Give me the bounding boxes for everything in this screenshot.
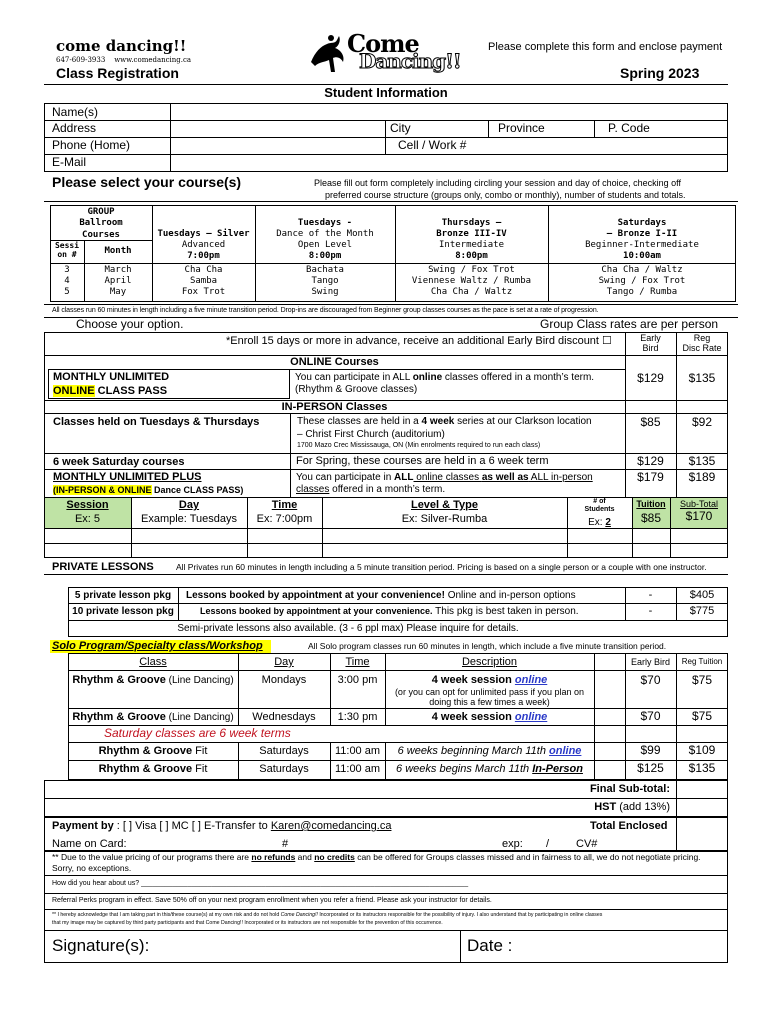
refund-policy: ** Due to the value pricing of our programs there are no refunds and no credits can be offered for Groups classes missed and in fairness to all, we do not negotiate pricing.	[52, 852, 701, 862]
form-title: Class Registration	[56, 65, 179, 81]
early-bird-note[interactable]: *Enroll 15 days or more in advance, receive an additional Early Bird discount ☐	[226, 335, 612, 347]
subtotal-example: $170	[685, 509, 713, 523]
session-number[interactable]: 3	[64, 265, 70, 275]
session-number[interactable]: 5	[64, 287, 70, 297]
postal-code-label: P. Code	[608, 121, 650, 135]
cvv-label[interactable]: CV#	[576, 838, 598, 850]
student-info-title: Student Information	[324, 85, 448, 100]
five-private-reg: $405	[689, 589, 715, 601]
unlimited-plus-sub: (IN-PERSON & ONLINE Dance CLASS PASS)	[53, 485, 244, 495]
session-col-header: Session	[66, 499, 109, 511]
solo-row-desc: 4 week session online	[431, 711, 548, 723]
students-example: Ex: 2	[588, 517, 611, 528]
phone-input[interactable]	[172, 138, 384, 153]
session-month: March	[104, 265, 132, 275]
ten-private-label[interactable]: 10 private lesson pkg	[72, 606, 174, 617]
solo-row-class[interactable]: Rhythm & Groove (Line Dancing)	[72, 674, 234, 686]
month-header: Month	[104, 246, 132, 256]
solo-row-desc: 4 week session online	[431, 674, 548, 686]
in-person-reg-price: $92	[691, 415, 713, 429]
session-month: April	[104, 276, 132, 286]
waiver-line-1: ** I hereby acknowledge that I am taking part in this/these course(s) at my own risk and do not hold Come Dancing!! Incorporated or its instructors responsible for the possibility of injury. I also understand that by participating in online classes	[52, 912, 603, 918]
online-early-price: $129	[637, 371, 664, 385]
online-class-pass-label: ONLINE CLASS PASS	[53, 385, 168, 397]
five-private-early: -	[648, 589, 653, 601]
in-person-early-price: $85	[640, 415, 661, 429]
semi-private-note: Semi-private lessons also available. (3 - 6 ppl max) Please inquire for details.	[177, 623, 519, 634]
students-col-header: # of Students	[584, 498, 615, 513]
solo-row-time: 11:00 am	[334, 745, 381, 757]
private-lessons-note: All Privates run 60 minutes in length including a 5 minute transition period. Pricing is based on a single person or a couple with one instructor.	[176, 562, 707, 572]
course-entry-row-2[interactable]	[45, 544, 727, 557]
session-number[interactable]: 4	[64, 276, 70, 286]
brand-contact	[56, 56, 191, 64]
brand-website: www.comedancing.ca	[114, 56, 192, 64]
session-months	[84, 265, 152, 298]
time-col-header: Time	[271, 499, 298, 511]
online-desc: You can participate in ALL online classes offered in a month’s term.	[295, 372, 595, 383]
ten-private-reg: $775	[689, 605, 715, 617]
solo-row-time: 3:00 pm	[337, 674, 378, 686]
solo-program-note: All Solo program classes run 60 minutes in length, which include a five minute transition period.	[308, 641, 667, 651]
waiver-line-2: that my image may be captured by third party participants and that Come Dancing!! Incorporated or its instructors are not responsible for the prevention of this occurrence.	[52, 920, 443, 926]
solo-row-time: 1:30 pm	[337, 711, 378, 723]
course-column-saturday[interactable]: Saturdays – Bronze I-II Beginner-Intermediate 10:00am	[585, 218, 699, 261]
city-label: City	[390, 121, 411, 135]
solo-class-header: Class	[139, 656, 167, 668]
course-dances-saturday: Cha Cha / Waltz Swing / Fox Trot Tango / Rumba	[598, 265, 686, 297]
expiry-separator: /	[546, 838, 550, 850]
online-courses-header: ONLINE Courses	[290, 356, 379, 368]
private-lessons-title: PRIVATE LESSONS	[52, 561, 154, 573]
phone-label: Phone (Home)	[52, 138, 131, 152]
solo-row-day: Mondays	[261, 674, 307, 686]
day-example: Example: Tuesdays	[141, 513, 237, 525]
solo-day-header: Day	[274, 656, 294, 668]
season-label: Spring 2023	[620, 65, 700, 81]
session-example: Ex: 5	[74, 513, 101, 525]
hst-label: HST (add 13%)	[594, 801, 670, 813]
course-column-tuesday-dotm[interactable]: Tuesdays - Dance of the Month Open Level 8:00pm	[276, 218, 374, 261]
group-courses-label: GROUP Ballroom Courses	[79, 207, 123, 240]
solo-row-class[interactable]: Rhythm & Groove Fit	[98, 745, 208, 757]
ten-private-early: -	[648, 605, 653, 617]
instruction-text: Please complete this form and enclose payment	[488, 41, 723, 53]
expiry-label[interactable]: exp:	[502, 838, 523, 850]
online-desc-2: (Rhythm & Groove classes)	[295, 384, 418, 395]
solo-row-class[interactable]: Rhythm & Groove Fit	[98, 763, 208, 775]
name-label: Name(s)	[52, 105, 99, 119]
day-col-header: Day	[178, 499, 200, 511]
card-number-label[interactable]: #	[282, 838, 289, 850]
tuition-col-header: Tuition	[636, 499, 666, 509]
final-subtotal-label: Final Sub-total:	[589, 783, 670, 795]
solo-row-reg: $109	[688, 743, 716, 757]
session-numbers	[50, 265, 84, 298]
solo-row-early: $70	[640, 709, 661, 723]
address-input[interactable]	[172, 121, 384, 136]
solo-desc-header: Description	[461, 656, 518, 668]
group-rates-label: Group Class rates are per person	[540, 317, 719, 331]
brand-phone: 647-609-3933	[56, 56, 106, 64]
solo-time-header: Time	[345, 656, 370, 668]
solo-row-day: Saturdays	[259, 745, 309, 757]
dancer-couple-icon	[305, 32, 351, 76]
solo-row-reg: $135	[688, 761, 716, 775]
reg-rate-header: Reg Disc Rate	[682, 333, 722, 353]
total-enclosed-input[interactable]	[677, 818, 727, 850]
saturday-terms-note: Saturday classes are 6 week terms	[104, 726, 291, 740]
solo-row-day: Wednesdays	[252, 711, 316, 723]
solo-row-day: Saturdays	[259, 763, 309, 775]
saturday-early-price: $129	[637, 454, 664, 468]
saturday-courses-desc: For Spring, these courses are held in a 6 week term	[296, 455, 549, 467]
unlimited-plus-desc-2: classes offered in a month’s term.	[296, 484, 446, 495]
course-entry-row-1[interactable]	[45, 529, 727, 542]
early-bird-header: Early Bird	[640, 333, 661, 353]
five-private-label[interactable]: 5 private lesson pkg	[74, 590, 172, 601]
solo-row-reg: $75	[691, 673, 713, 687]
final-subtotal-input[interactable]	[677, 781, 727, 797]
course-column-thursday[interactable]: Thursdays – Bronze III-IV Intermediate 8:00pm	[436, 218, 507, 261]
level-col-header: Level & Type	[410, 499, 479, 511]
solo-row-early: $125	[637, 761, 664, 775]
classes-length-note: All classes run 60 minutes in length including a five minute transition period. Drop-ins are discouraged from Beginner group classes courses as the pace is set at a rate of progression.	[52, 307, 599, 314]
solo-row-class[interactable]: Rhythm & Groove (Line Dancing)	[72, 711, 234, 723]
in-person-address: 1700 Mazo Crec Mississauga, ON (Min enrolments required to run each class)	[297, 442, 541, 449]
session-month: May	[109, 287, 127, 297]
select-courses-title: Please select your course(s)	[52, 174, 242, 190]
choose-option-label: Choose your option.	[76, 317, 184, 331]
address-label: Address	[52, 121, 97, 135]
five-private-desc: Lessons booked by appointment at your convenience! Online and in-person options	[186, 590, 576, 601]
referral-question[interactable]: How did you hear about us? ____________________________________________________________________________________	[52, 880, 469, 887]
time-example: Ex: 7:00pm	[256, 513, 313, 525]
unlimited-plus-label[interactable]: MONTHLY UNLIMITED PLUS	[53, 471, 202, 483]
tue-thu-label[interactable]: Classes held on Tuesdays & Thursdays	[53, 416, 260, 428]
course-dances-tuesday-dotm: Bachata Tango Swing	[306, 265, 344, 297]
email-input[interactable]	[172, 155, 726, 171]
solo-row1-note-1: (or you can opt for unlimited pass if you plan on	[394, 687, 585, 697]
subtotal-col-header: Sub-Total	[679, 499, 719, 509]
unlimited-plus-desc: You can participate in ALL online classes as well as ALL in-person	[296, 472, 593, 483]
brand-name: come dancing!!	[56, 37, 187, 55]
saturday-courses-label[interactable]: 6 week Saturday courses	[53, 456, 185, 468]
course-column-tuesday-silver[interactable]: Tuesdays – Silver Advanced 7:00pm	[157, 229, 250, 261]
solo-row-desc: 6 weeks beginning March 11th online	[397, 745, 582, 757]
date-field[interactable]	[525, 931, 727, 962]
session-header: Sessi on #	[54, 241, 80, 259]
solo-row1-note-2: doing this a few times a week)	[429, 697, 550, 707]
unlimited-plus-early-price: $179	[637, 470, 664, 484]
course-dances-tuesday-silver: Cha Cha Samba Fox Trot	[181, 265, 226, 297]
solo-row-reg: $75	[691, 709, 713, 723]
cell-label: Cell / Work #	[398, 138, 467, 152]
solo-early-header: Early Bird	[630, 657, 670, 667]
referral-perks: Referral Perks program in effect. Save 50% off on your next program enrollment when you refer a friend. Please ask your instructor for details.	[52, 897, 492, 904]
in-person-desc: These classes are held in a 4 week series at our Clarkson location	[297, 416, 592, 427]
courses-note-2: preferred course structure (groups only, combo or monthly), number of students and totals.	[325, 190, 686, 200]
unlimited-plus-reg-price: $189	[688, 470, 716, 484]
signature-field[interactable]	[170, 931, 458, 962]
payment-method[interactable]: Payment by : [ ] Visa [ ] MC [ ] E-Transfer to Karen@comedancing.ca	[52, 820, 392, 832]
solo-reg-header: Reg Tuition	[681, 657, 723, 666]
name-input[interactable]	[172, 104, 726, 119]
logo-line-1: Come	[347, 29, 419, 58]
hst-input[interactable]	[677, 799, 727, 816]
tuition-example: $85	[640, 511, 662, 525]
date-label: Date :	[467, 936, 513, 955]
online-reg-price: $135	[688, 371, 716, 385]
saturday-reg-price: $135	[688, 454, 716, 468]
refund-policy-2: Sorry, no exceptions.	[52, 863, 132, 873]
name-on-card-label[interactable]: Name on Card:	[52, 838, 127, 850]
monthly-unlimited-label: MONTHLY UNLIMITED	[53, 371, 170, 383]
in-person-location: – Christ First Church (auditorium)	[297, 429, 445, 440]
in-person-header: IN-PERSON Classes	[281, 401, 388, 413]
solo-row-early: $70	[640, 673, 661, 687]
level-example: Ex: Silver-Rumba	[401, 513, 488, 525]
province-label: Province	[498, 121, 545, 135]
courses-note-1: Please fill out form completely including circling your session and day of choice, checking off	[314, 178, 682, 188]
total-enclosed-label: Total Enclosed	[590, 820, 668, 832]
solo-program-title: Solo Program/Specialty class/Workshop	[52, 640, 263, 652]
course-dances-thursday: Swing / Fox Trot Viennese Waltz / Rumba Cha Cha / Waltz	[411, 265, 532, 297]
logo	[305, 30, 465, 76]
ten-private-desc: Lessons booked by appointment at your convenience. This pkg is best taken in person.	[200, 606, 579, 617]
logo-line-2: Dancing!!	[359, 49, 461, 73]
email-label: E-Mail	[52, 155, 87, 169]
solo-row-early: $99	[640, 743, 661, 757]
solo-row-desc: 6 weeks begins March 11th In-Person	[396, 763, 583, 775]
solo-row-time: 11:00 am	[334, 763, 381, 775]
signature-label: Signature(s):	[52, 936, 150, 955]
